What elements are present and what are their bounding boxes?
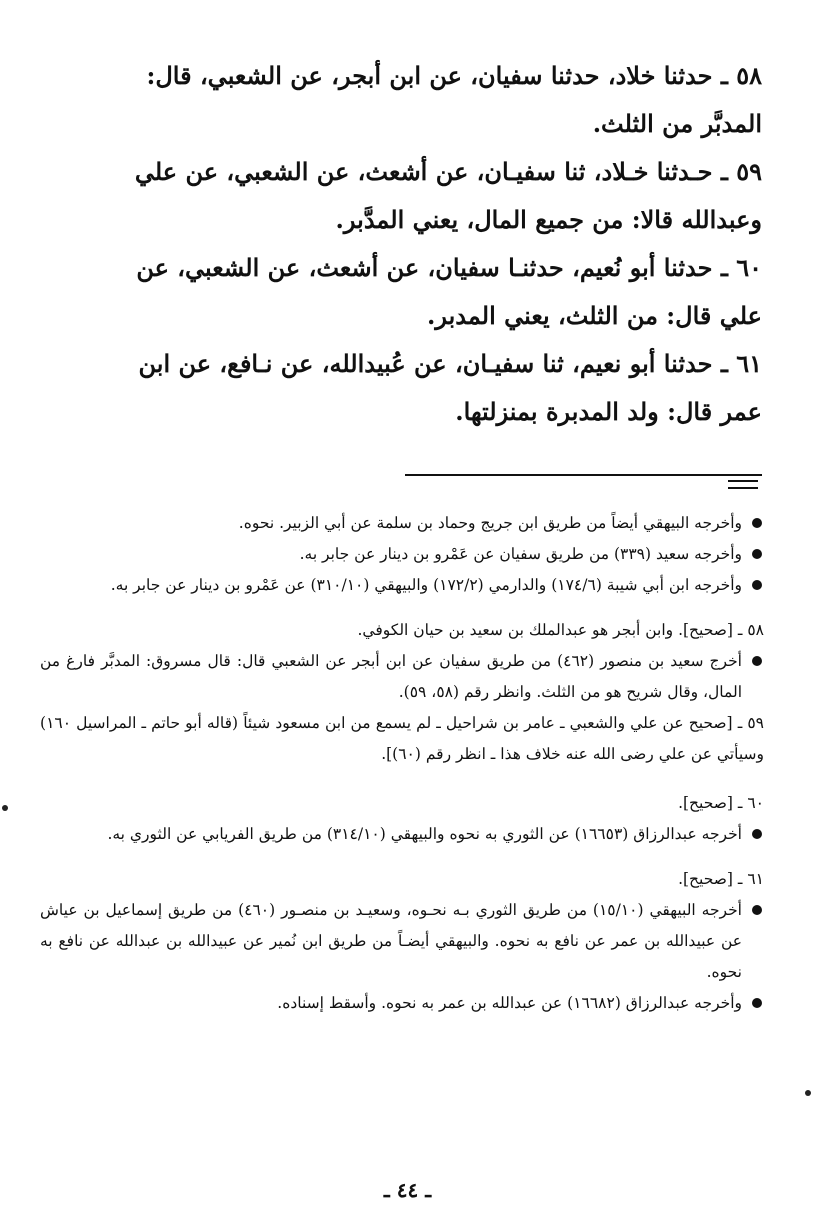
footnote-61-heading: ٦١ ـ [صحيح]. (678, 870, 764, 888)
footnote-60-heading: ٦٠ ـ [صحيح]. (678, 794, 764, 812)
footnotes (40, 508, 764, 1019)
page-number: ـ ٤٤ ـ (383, 1178, 432, 1202)
hadith-58-line-1: ٥٨ ـ حدثنا خلاد، حدثنا سفيان، عن ابن أبجر، عن الشعبي، قال: (146, 61, 762, 90)
footnote-61-bullet-1: أخرجه البيهقي (١٥/١٠) من طريق الثوري بـه نحـوه، وسعيـد بن منصـور (٤٦٠) من طريق إسماعيل بن عياش عن عبيدالله بن عمر عن نافع به نحوه. والبيهقي أيضـاً من طريق ابن نُمير عن عبيدالله بن عبدالله عن نافع به نحوه. (40, 895, 764, 988)
scan-mark (805, 1090, 811, 1096)
bullet-icon (752, 518, 762, 528)
footnote-continuation-mark (728, 480, 758, 494)
footnote-carry-3: وأخرجه ابن أبي شيبة (١٧٤/٦) والدارمي (١٧٢/٢) والبيهقي (٣١٠/١٠) عن عَمْرو بن دينار عن جابر به. (40, 570, 764, 601)
bullet-icon (752, 656, 762, 666)
footnote-carry-2: وأخرجه سعيد (٣٣٩) من طريق سفيان عن عَمْرو بن دينار عن جابر به. (40, 539, 764, 570)
bullet-icon (752, 998, 762, 1008)
hadith-58-line-2: المدبَّر من الثلث. (592, 109, 762, 138)
bullet-icon (752, 580, 762, 590)
hadith-61-line-2: عمر قال: ولد المدبرة بمنزلتها. (455, 397, 762, 426)
hadith-60-line-1: ٦٠ ـ حدثنا أبو نُعيم، حدثنـا سفيان، عن أشعث، عن الشعبي، عن (136, 253, 762, 282)
footnote-separator (405, 474, 762, 476)
hadith-60-line-2: علي قال: من الثلث، يعني المدبر. (427, 301, 762, 330)
hadith-59-line-1: ٥٩ ـ حـدثنا خـلاد، ثنا سفيـان، عن أشعث، عن الشعبي، عن علي (134, 157, 762, 186)
main-text (48, 52, 762, 436)
hadith-61-line-1: ٦١ ـ حدثنا أبو نعيم، ثنا سفيـان، عن عُبيدالله، عن نـافع، عن ابن (138, 349, 762, 378)
footnote-carry-1: وأخرجه البيهقي أيضاً من طريق ابن جريج وحماد بن سلمة عن أبي الزبير. نحوه. (40, 508, 764, 539)
footnote-59-heading: ٥٩ ـ [صحيح عن علي والشعبي ـ عامر بن شراحيل ـ لم يسمع من ابن مسعود شيئاً (قاله أبو حاتم ـ المراسيل ١٦٠) وسيأتي عن علي رضى الله عنه خلاف هذا ـ انظر رقم (٦٠)]. (40, 714, 764, 763)
footnote-60-bullet: أخرجه عبدالرزاق (١٦٦٥٣) عن الثوري به نحوه والبيهقي (٣١٤/١٠) من طريق الفريابي عن الثوري به. (40, 819, 764, 850)
bullet-icon (752, 905, 762, 915)
footnote-58-heading: ٥٨ ـ [صحيح]. وابن أبجر هو عبدالملك بن سعيد بن حيان الكوفي. (357, 621, 764, 639)
footnote-58-bullet: أخرج سعيد بن منصور (٤٦٢) من طريق سفيان عن ابن أبجر عن الشعبي قال: قال مسروق: المدبَّر فارغ من المال، وقال شريح هو من الثلث. وانظر رقم (٥٨، ٥٩). (40, 646, 764, 708)
footnote-61-bullet-2: وأخرجه عبدالرزاق (١٦٦٨٢) عن عبدالله بن عمر به نحوه. وأسقط إسناده. (40, 988, 764, 1019)
bullet-icon (752, 829, 762, 839)
scan-mark (2, 805, 8, 811)
hadith-59-line-2: وعبدالله قالا: من جميع المال، يعني المدَّبر. (335, 205, 762, 234)
bullet-icon (752, 549, 762, 559)
